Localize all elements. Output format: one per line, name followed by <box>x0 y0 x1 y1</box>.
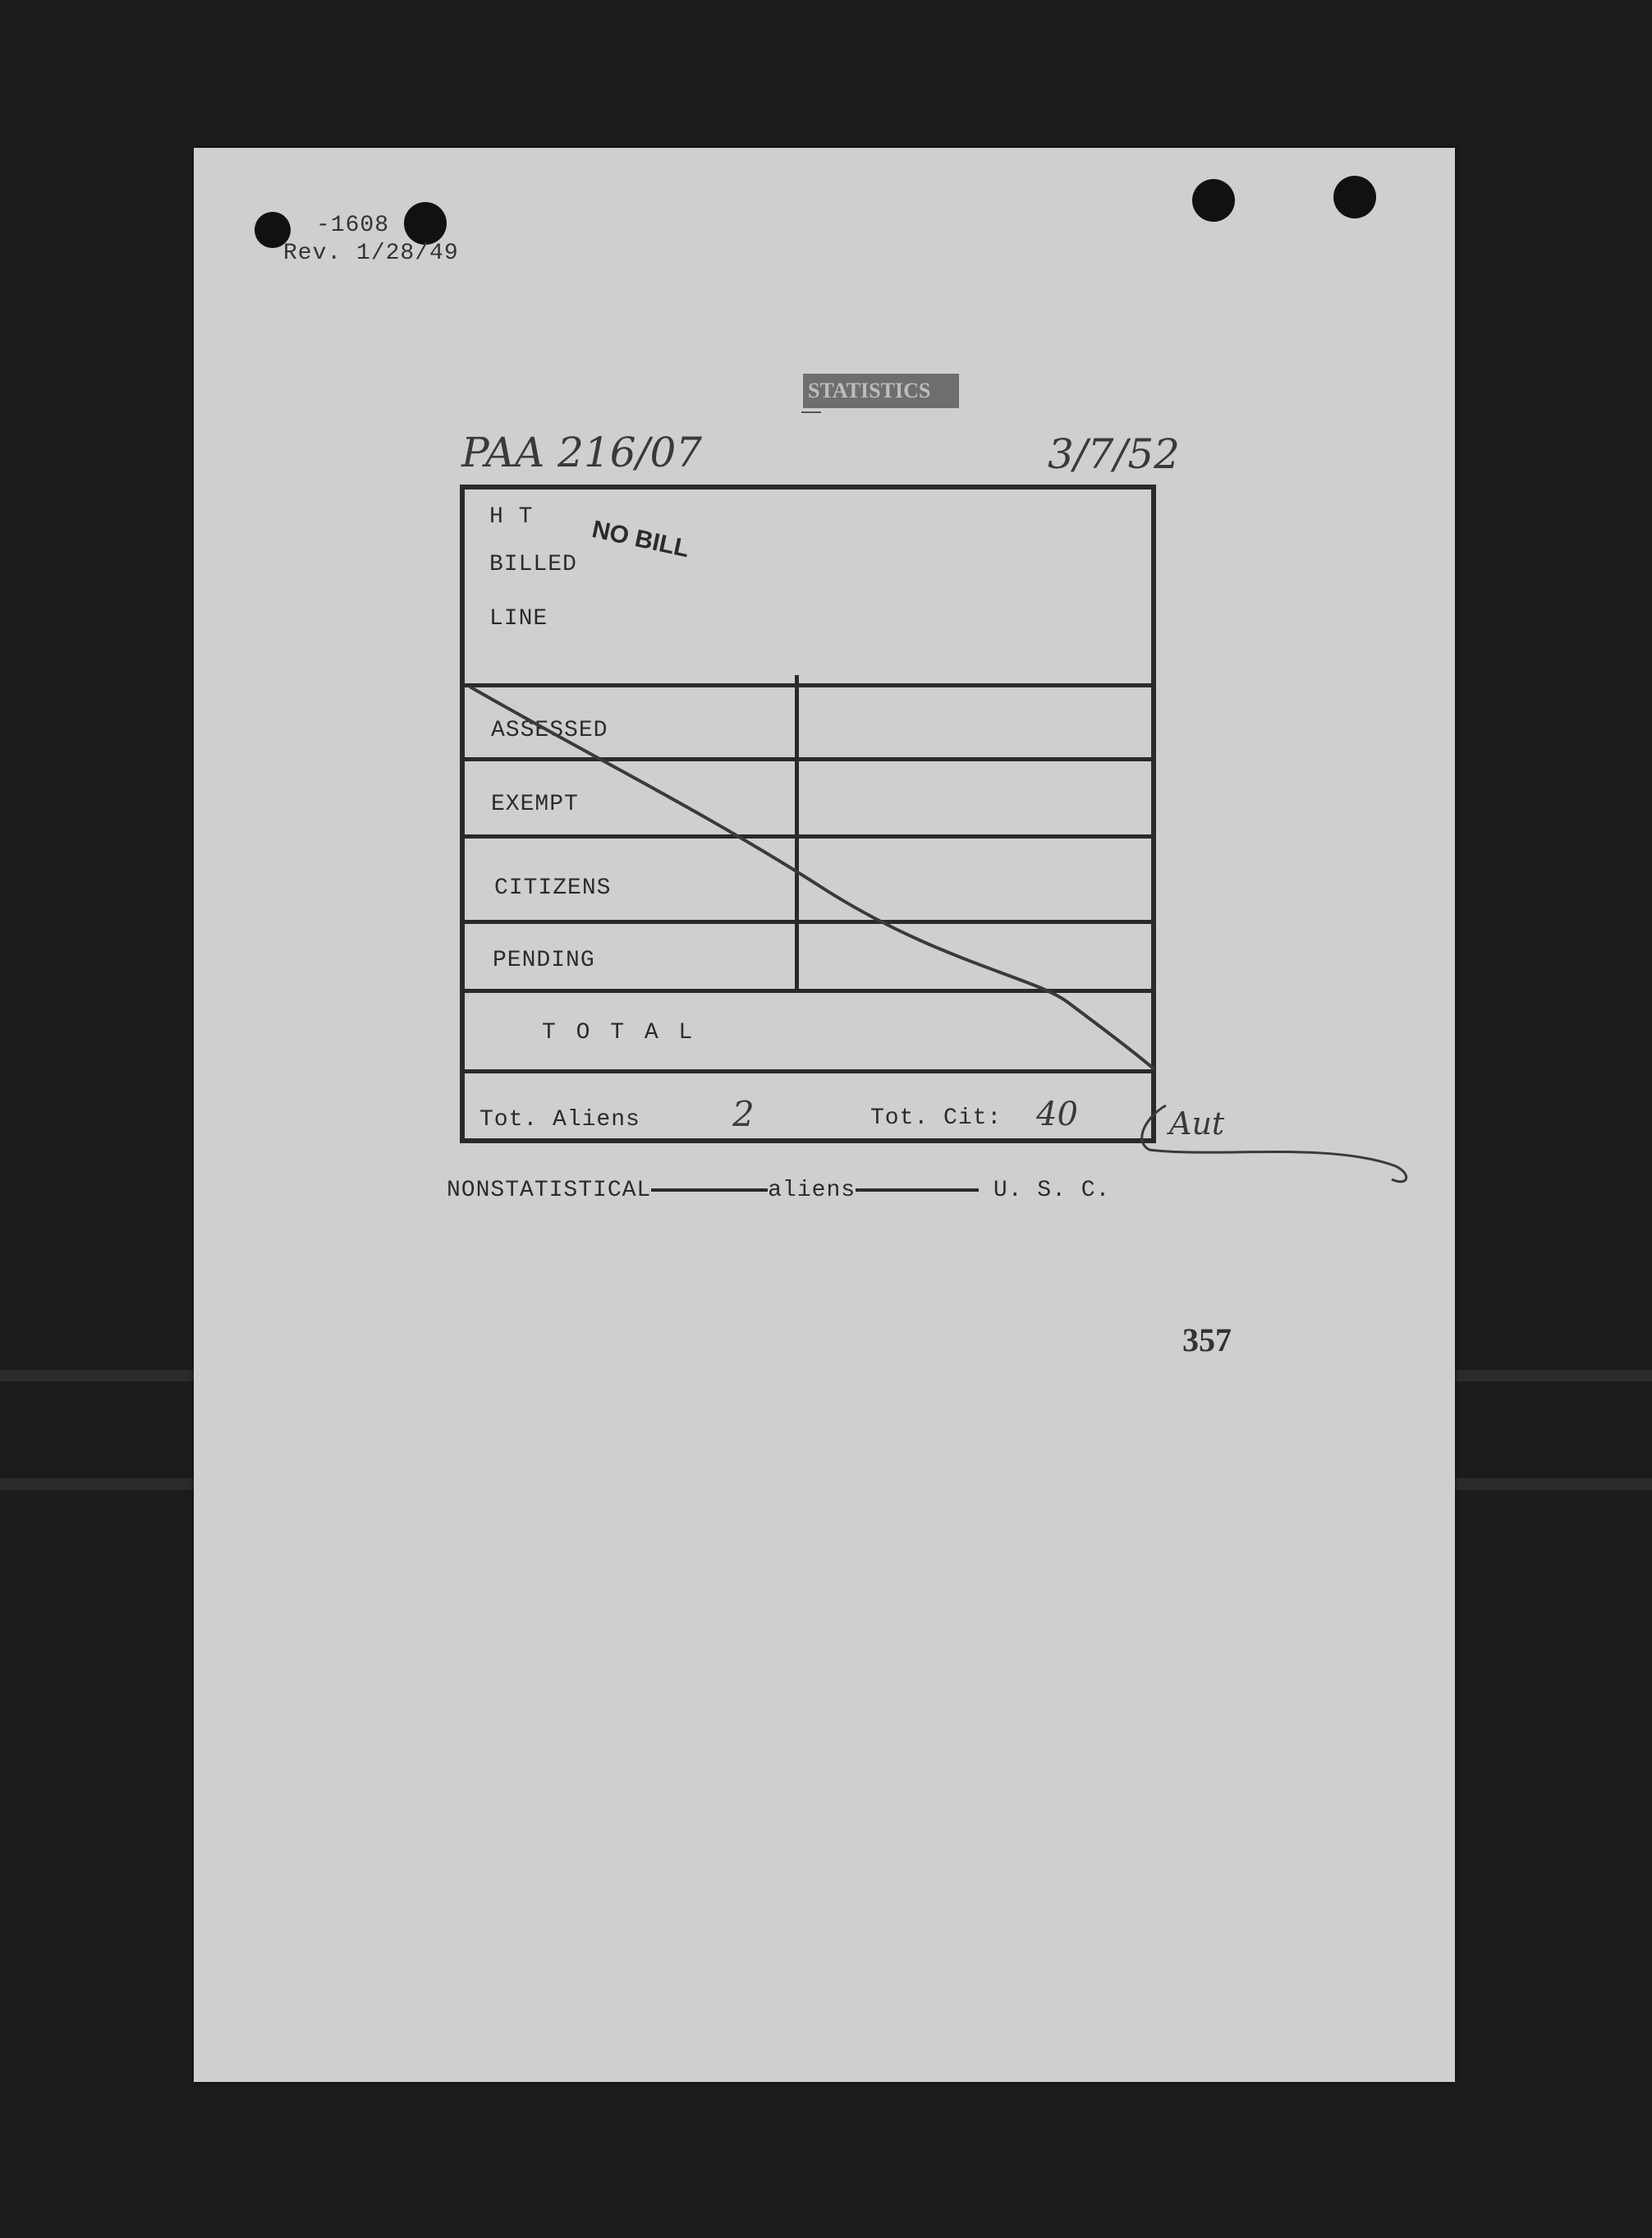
form-header-billed: BILLED <box>489 552 577 577</box>
statistics-stamp: STATISTICS <box>803 374 959 408</box>
diagonal-strike-line <box>470 687 1154 1069</box>
row-label-pending: PENDING <box>493 948 595 973</box>
total-label: T O T A L <box>542 1020 696 1045</box>
no-bill-stamp: NO BILL <box>590 516 692 563</box>
nonstatistical-label: NONSTATISTICAL <box>447 1178 652 1203</box>
page-number: 357 <box>1182 1321 1232 1358</box>
form-number: -1608 <box>316 213 390 238</box>
handwritten-citizens-count: 40 <box>1036 1096 1078 1133</box>
form-header-line: LINE <box>489 606 548 632</box>
tot-aliens-label: Tot. Aliens <box>480 1107 640 1133</box>
handwritten-date: 3/7/52 <box>1048 430 1180 478</box>
form-revision: Rev. 1/28/49 <box>283 241 459 266</box>
handwritten-aliens-count: 2 <box>732 1094 755 1134</box>
row-label-citizens: CITIZENS <box>494 875 612 901</box>
initials-flourish <box>1142 1105 1406 1182</box>
row-label-exempt: EXEMPT <box>491 792 579 817</box>
row-label-assessed: ASSESSED <box>491 718 608 743</box>
aliens-label: aliens <box>768 1178 856 1203</box>
form-header-ht: H T <box>489 504 534 530</box>
usc-label: U. S. C. <box>993 1178 1111 1203</box>
tot-cit-label: Tot. Cit: <box>870 1105 1003 1131</box>
handwritten-initials: Aut <box>1169 1105 1225 1142</box>
handwritten-file-ref: PAA 216/07 <box>461 429 703 476</box>
